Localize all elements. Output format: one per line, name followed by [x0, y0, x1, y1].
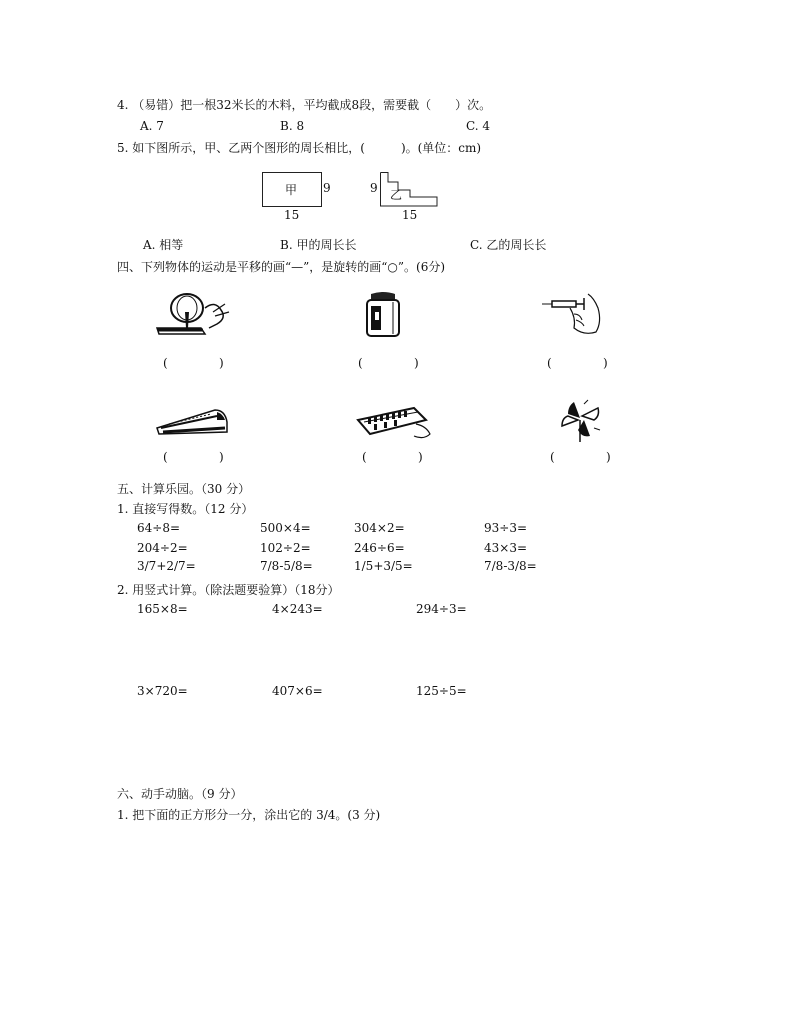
q5-option-a: A. 相等 [143, 238, 184, 252]
figure-yi-height: 9 [370, 181, 378, 195]
section6-title: 六、动手动脑。（9 分） [117, 787, 243, 801]
answer-slot-6[interactable]: ( ) [550, 450, 611, 464]
calc-item: 304×2= [354, 521, 405, 535]
water-dispenser-icon [363, 290, 407, 338]
q5-option-b: B. 甲的周长长 [280, 238, 357, 252]
vertical-calc-item: 125÷5= [416, 684, 467, 698]
section6-q1: 1. 把下面的正方形分一分，涂出它的 3/4。(3 分) [117, 808, 381, 822]
calc-item: 500×4= [260, 521, 311, 535]
answer-slot-2[interactable]: ( ) [358, 356, 419, 370]
q4-option-c: C. 4 [466, 119, 491, 133]
answer-slot-1[interactable]: ( ) [163, 356, 224, 370]
section5-title: 五、计算乐园。（30 分） [117, 482, 251, 496]
figure-yi-width: 15 [402, 208, 418, 222]
vertical-calc-item: 4×243= [272, 602, 323, 616]
calc-item: 64÷8= [137, 521, 181, 535]
answer-slot-4[interactable]: ( ) [163, 450, 224, 464]
calc-item: 93÷3= [484, 521, 528, 535]
pinwheel-icon [558, 398, 606, 442]
abacus-icon [354, 402, 434, 442]
section5-part2-title: 2. 用竖式计算。（除法题要验算）（18分） [117, 583, 340, 597]
q4-option-b: B. 8 [280, 119, 305, 133]
calc-item: 3/7+2/7= [137, 559, 196, 573]
answer-slot-3[interactable]: ( ) [547, 356, 608, 370]
answer-slot-5[interactable]: ( ) [362, 450, 423, 464]
calc-item: 7/8-5/8= [260, 559, 313, 573]
figure-jia-height: 9 [323, 181, 331, 195]
calc-item: 204÷2= [137, 541, 188, 555]
spinning-top-icon [155, 290, 235, 336]
vertical-calc-item: 407×6= [272, 684, 323, 698]
vertical-calc-item: 3×720= [137, 684, 188, 698]
train-icon [155, 402, 229, 438]
q5-option-c: C. 乙的周长长 [470, 238, 547, 252]
calc-item: 102÷2= [260, 541, 311, 555]
figure-jia-label: 甲 [285, 183, 298, 197]
calc-item: 7/8-3/8= [484, 559, 537, 573]
q5-stem: 5. 如下图所示，甲、乙两个图形的周长相比，( )。(单位：cm) [117, 141, 482, 155]
calc-item: 1/5+3/5= [354, 559, 413, 573]
q4-option-a: A. 7 [140, 119, 164, 133]
section4-title: 四、下列物体的运动是平移的画“—”，是旋转的画“○”。(6分) [117, 260, 446, 274]
vertical-calc-item: 294÷3= [416, 602, 467, 616]
calc-item: 246÷6= [354, 541, 405, 555]
calc-item: 43×3= [484, 541, 528, 555]
q4-stem: 4. （易错）把一根32米长的木料，平均截成8段，需要截（ ）次。 [117, 98, 492, 112]
syringe-icon [540, 292, 606, 338]
section5-part1-title: 1. 直接写得数。（12 分） [117, 502, 254, 516]
figure-yi-label: 乙 [390, 188, 403, 202]
vertical-calc-item: 165×8= [137, 602, 188, 616]
figure-jia-width: 15 [284, 208, 300, 222]
